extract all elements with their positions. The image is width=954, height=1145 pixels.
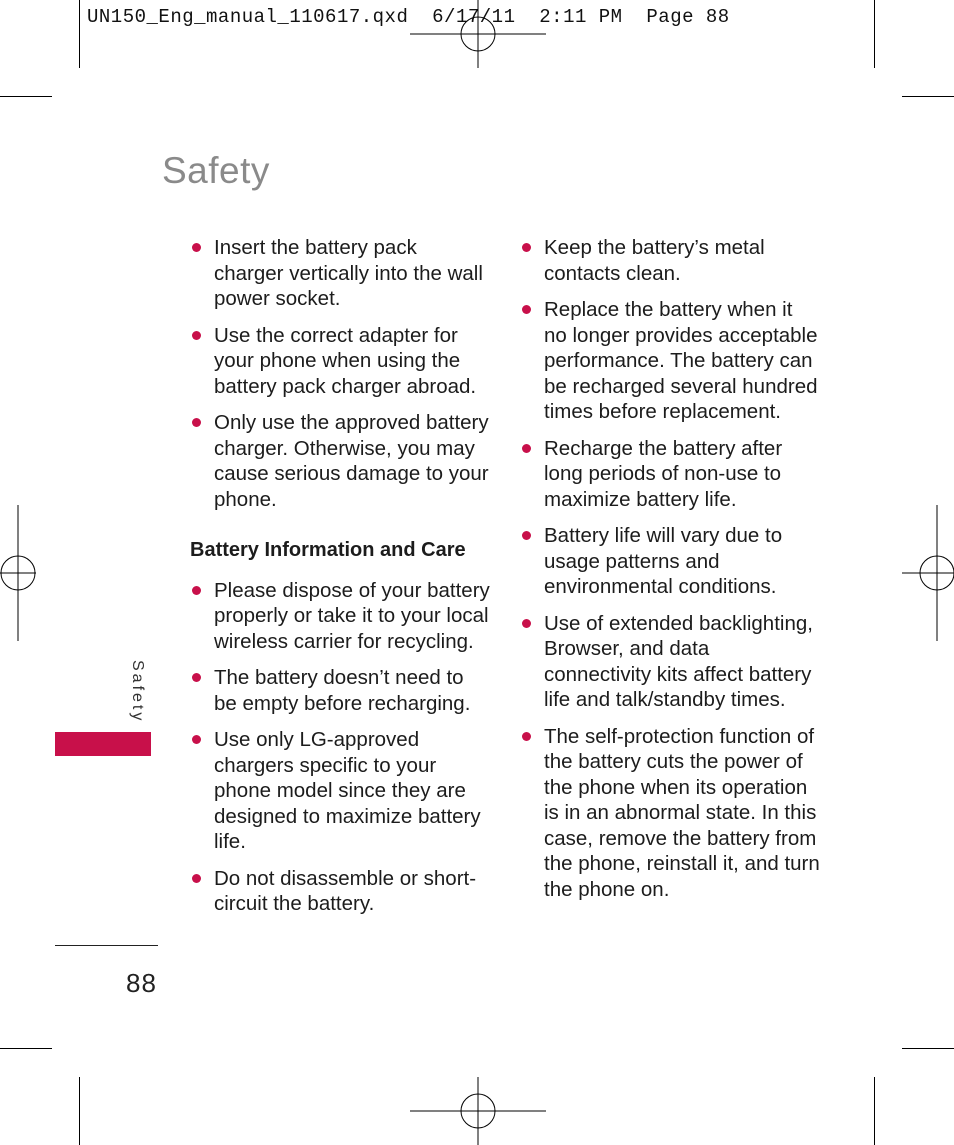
registration-mark-top-icon [410, 0, 546, 68]
list-item [520, 436, 820, 513]
list-item-text: Do not disassemble or short-circuit the battery. [214, 866, 477, 915]
battery-care-list [190, 578, 490, 917]
footer-divider [55, 945, 158, 946]
right-column [520, 235, 820, 913]
bullet-icon [192, 735, 201, 744]
list-item-text: Use the correct adapter for your phone when using the battery pack charger abroad. [214, 323, 477, 398]
registration-mark-bottom-icon [410, 1077, 546, 1145]
page-number: 88 [126, 968, 157, 998]
list-item-text: Insert the battery pack charger vertically into the wall power socket. [214, 236, 483, 310]
battery-care-list-continued [520, 235, 820, 902]
section-heading: Battery Information and Care [190, 539, 466, 561]
battery-charger-list [190, 235, 490, 512]
print-slug-line: UN150_Eng_manual_110617.qxd 6/17/11 2:11 PM Page 88 [87, 6, 730, 28]
list-item [520, 523, 820, 600]
crop-mark-bottom-left-vertical [79, 1077, 80, 1145]
list-item [520, 724, 820, 903]
crop-mark-bottom-right-vertical [874, 1077, 875, 1145]
list-item-text: Use of extended backlighting, Browser, and data connectivity kits affect battery life and talk/standby times. [544, 611, 813, 711]
list-item [190, 866, 490, 917]
list-item-text: Only use the approved battery charger. Otherwise, you may cause serious damage to your phone. [214, 411, 489, 511]
registration-mark-left-icon [0, 505, 36, 641]
bullet-icon [522, 732, 531, 741]
list-item [520, 297, 820, 425]
bullet-icon [192, 418, 201, 427]
crop-mark-top-right-horizontal [902, 96, 954, 97]
list-item-text: Battery life will vary due to usage patterns and environmental conditions. [544, 524, 783, 598]
list-item [190, 665, 490, 716]
list-item-text: Keep the battery’s metal contacts clean. [544, 236, 765, 285]
crop-mark-top-right-vertical [874, 0, 875, 68]
side-tab-marker [55, 732, 151, 756]
list-item-text: Use only LG-approved chargers specific to your phone model since they are designed to maximize battery life. [214, 728, 481, 853]
list-item [520, 611, 820, 713]
crop-mark-bottom-left-horizontal [0, 1048, 52, 1049]
crop-mark-top-left-vertical [79, 0, 80, 68]
list-item [190, 410, 490, 512]
list-item [190, 323, 490, 400]
bullet-icon [522, 619, 531, 628]
bullet-icon [192, 586, 201, 595]
list-item-text: The self-protection function of the battery cuts the power of the phone when its operation is in an abnormal state. In this case, remove the battery from the phone, reinstall it, and turn the phone on. [544, 724, 820, 901]
bullet-icon [522, 305, 531, 314]
bullet-icon [192, 331, 201, 340]
bullet-icon [522, 531, 531, 540]
crop-mark-bottom-right-horizontal [902, 1048, 954, 1049]
list-item [190, 235, 490, 312]
bullet-icon [192, 243, 201, 252]
left-column [190, 235, 490, 928]
list-item-text: The battery doesn’t need to be empty before recharging. [214, 666, 471, 715]
crop-mark-top-left-horizontal [0, 96, 52, 97]
side-tab-label: Safety [129, 660, 146, 724]
bullet-icon [522, 243, 531, 252]
list-item [520, 235, 820, 286]
bullet-icon [522, 444, 531, 453]
list-item-text: Please dispose of your battery properly or take it to your local wireless carrier for recycling. [214, 578, 490, 653]
bullet-icon [192, 874, 201, 883]
page-title: Safety [162, 150, 270, 191]
registration-mark-right-icon [902, 505, 954, 641]
list-item-text: Replace the battery when it no longer provides acceptable performance. The battery can be recharged several hundred times before replacement. [544, 298, 818, 423]
list-item [190, 578, 490, 655]
bullet-icon [192, 673, 201, 682]
list-item-text: Recharge the battery after long periods of non-use to maximize battery life. [544, 436, 783, 511]
list-item [190, 727, 490, 855]
